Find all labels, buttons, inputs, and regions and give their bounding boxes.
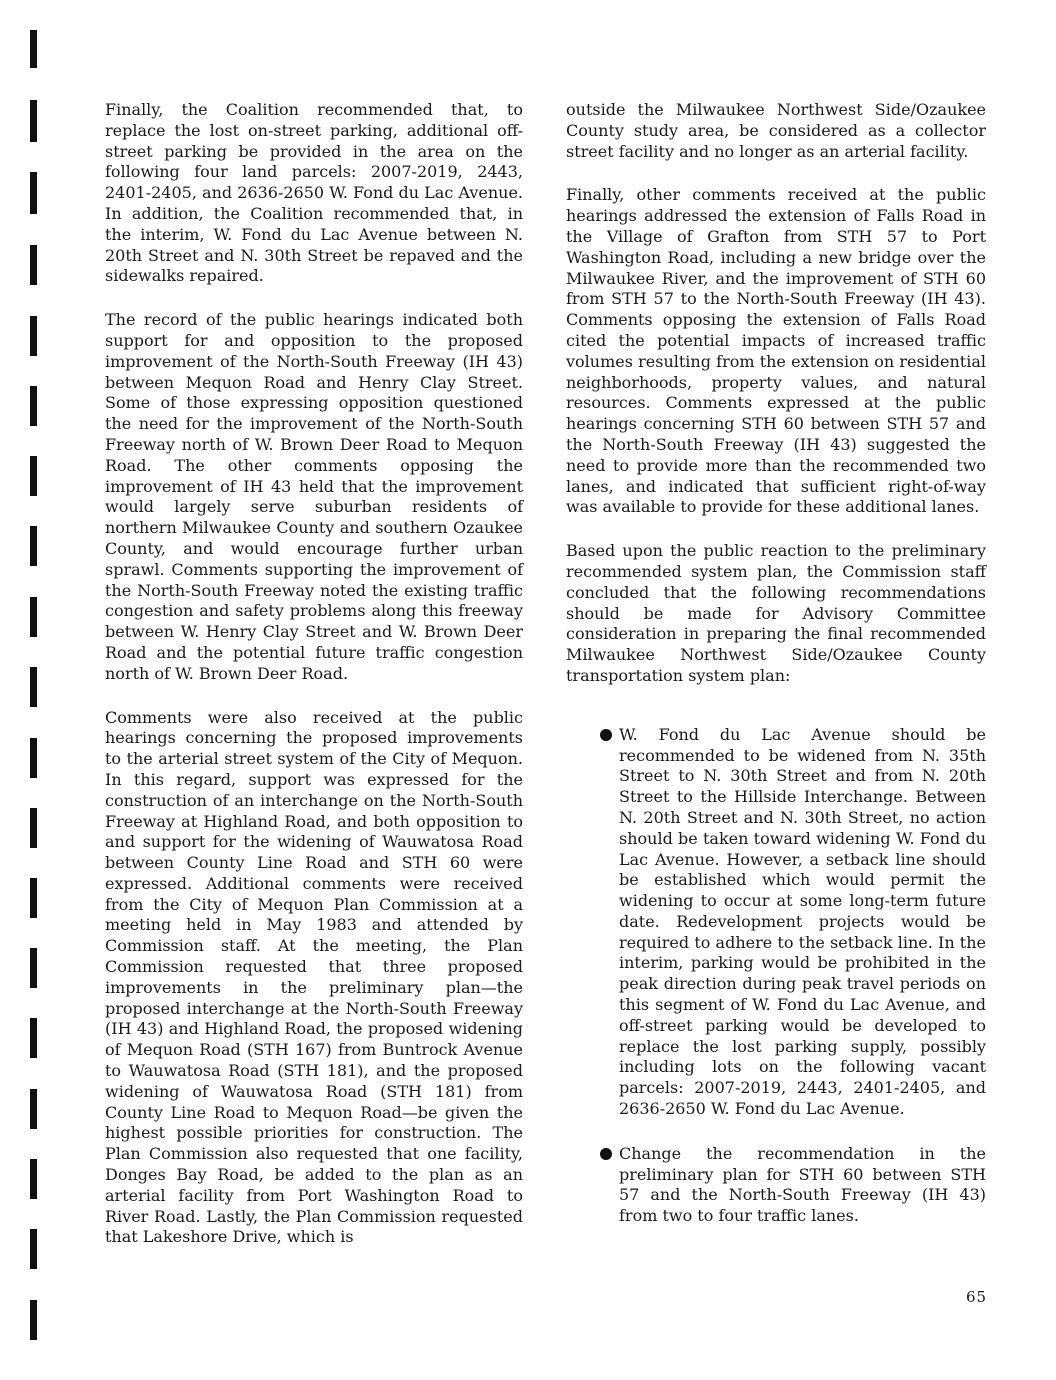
binding-mark — [30, 948, 37, 988]
binding-mark — [30, 316, 37, 356]
binding-mark — [30, 808, 37, 848]
binding-mark — [30, 100, 37, 142]
recommendation-text: Change the recommendation in the preliminary plan for STH 60 between STH 57 and the North-South Freeway (IH 43) from two to four traffic lanes. — [619, 1143, 986, 1226]
paragraph-coalition-parking: Finally, the Coalition recommended that, to replace the lost on-street parking, additional off-street parking be provided in the area on the following four land parcels: 2007-2019, 2443, 2401-2405, and 2636-2650 W. Fond du Lac Avenue. In addition, the Coalition recommended that, in the interim, W. Fond du Lac Avenue between N. 20th Street and N. 30th Street be repaved and the sidewalks repaired. — [105, 100, 523, 286]
binding-mark — [30, 597, 37, 637]
binding-mark — [30, 456, 37, 496]
paragraph-freeway-hearings: The record of the public hearings indicated both support for and opposition to the proposed improvement of the North-South Freeway (IH 43) between Mequon Road and Henry Clay Street. Some of those expressing opposition questioned the need for the improvement of the North-South Freeway north of W. Brown Deer Road to Mequon Road. The other comments opposing the improvement of IH 43 held that the improvement would largely serve suburban residents of northern Milwaukee County and southern Ozaukee County, and would encourage further urban sprawl. Comments supporting the improvement of the North-South Freeway noted the existing traffic congestion and safety problems along this freeway between W. Henry Clay Street and W. Brown Deer Road and the potential future traffic congestion north of W. Brown Deer Road. — [105, 310, 523, 683]
binding-mark — [30, 386, 37, 426]
paragraph-falls-road: Finally, other comments received at the public hearings addressed the extension of Falls Road in the Village of Grafton from STH 57 to Port Washington Road, including a new bridge over the Milwaukee River, and the improvement of STH 60 from STH 57 to the North-South Freeway (IH 43). Comments opposing the extension of Falls Road cited the potential impacts of increased traffic volumes resulting from the extension on residential neighborhoods, property values, and natural resources. Comments expressed at the public hearings concerning STH 60 between STH 57 and the North-South Freeway (IH 43) suggested the need to provide more than the recommended two lanes, and indicated that sufficient right-of-way was available to provide for these additional lanes. — [566, 185, 986, 517]
right-column — [566, 100, 986, 1251]
bullet-icon — [600, 729, 612, 741]
list-item — [566, 725, 986, 1120]
binding-mark — [30, 738, 37, 778]
page-number: 65 — [966, 1288, 988, 1306]
paragraph-staff-conclusions: Based upon the public reaction to the preliminary recommended system plan, the Commission staff concluded that the following recommendations should be made for Advisory Committee consideration in preparing the final recommended Milwaukee Northwest Side/Ozaukee County transportation system plan: — [566, 541, 986, 685]
paragraph-mequon-comments: Comments were also received at the public hearings concerning the proposed improvements to the arterial street system of the City of Mequon. In this regard, support was expressed for the construction of an interchange on the North-South Freeway at Highland Road, and both opposition to and support for the widening of Wauwatosa Road between County Line Road and STH 60 were expressed. Additional comments were received from the City of Mequon Plan Commission at a meeting held in May 1983 and attended by Commission staff. At the meeting, the Plan Commission requested that three proposed improvements in the preliminary plan—the proposed interchange at the North-South Freeway (IH 43) and Highland Road, the proposed widening of Mequon Road (STH 167) from Buntrock Avenue to Wauwatosa Road (STH 181), and the proposed widening of Wauwatosa Road (STH 181) from County Line Road to Mequon Road—be given the highest possible priorities for construction. The Plan Commission also requested that one facility, Donges Bay Road, be added to the plan as an arterial facility from Port Washington Road to River Road. Lastly, the Plan Commission requested that Lakeshore Drive, which is — [105, 707, 523, 1247]
left-column — [105, 100, 523, 1271]
binding-mark — [30, 172, 37, 214]
binding-mark — [30, 1089, 37, 1129]
list-item — [566, 1144, 986, 1227]
paragraph-lakeshore-continued: outside the Milwaukee Northwest Side/Ozaukee County study area, be considered as a collector street facility and no longer as an arterial facility. — [566, 100, 986, 161]
binding-mark — [30, 30, 37, 68]
binding-mark — [30, 245, 37, 285]
recommendation-text: W. Fond du Lac Avenue should be recommended to be widened from N. 35th Street to N. 30th Street and from N. 20th Street to the Hillside Interchange. Between N. 20th Street and N. 30th Street, no action should be taken toward widening W. Fond du Lac Avenue. However, a setback line should be established which would permit the widening to occur at some long-term future date. Redevelopment projects would be required to adhere to the setback line. In the interim, parking would be prohibited in the peak direction during peak travel periods on this segment of W. Fond du Lac Avenue, and off-street parking would be developed to replace the lost parking supply, possibly including lots on the following vacant parcels: 2007-2019, 2443, 2401-2405, and 2636-2650 W. Fond du Lac Avenue. — [619, 724, 986, 1119]
binding-mark — [30, 1018, 37, 1058]
recommendation-list — [566, 725, 986, 1227]
binding-mark — [30, 667, 37, 707]
binding-mark — [30, 526, 37, 566]
binding-mark — [30, 1159, 37, 1199]
binding-mark — [30, 1229, 37, 1269]
bullet-icon — [600, 1148, 612, 1160]
binding-mark — [30, 878, 37, 918]
binding-mark — [30, 1300, 37, 1340]
